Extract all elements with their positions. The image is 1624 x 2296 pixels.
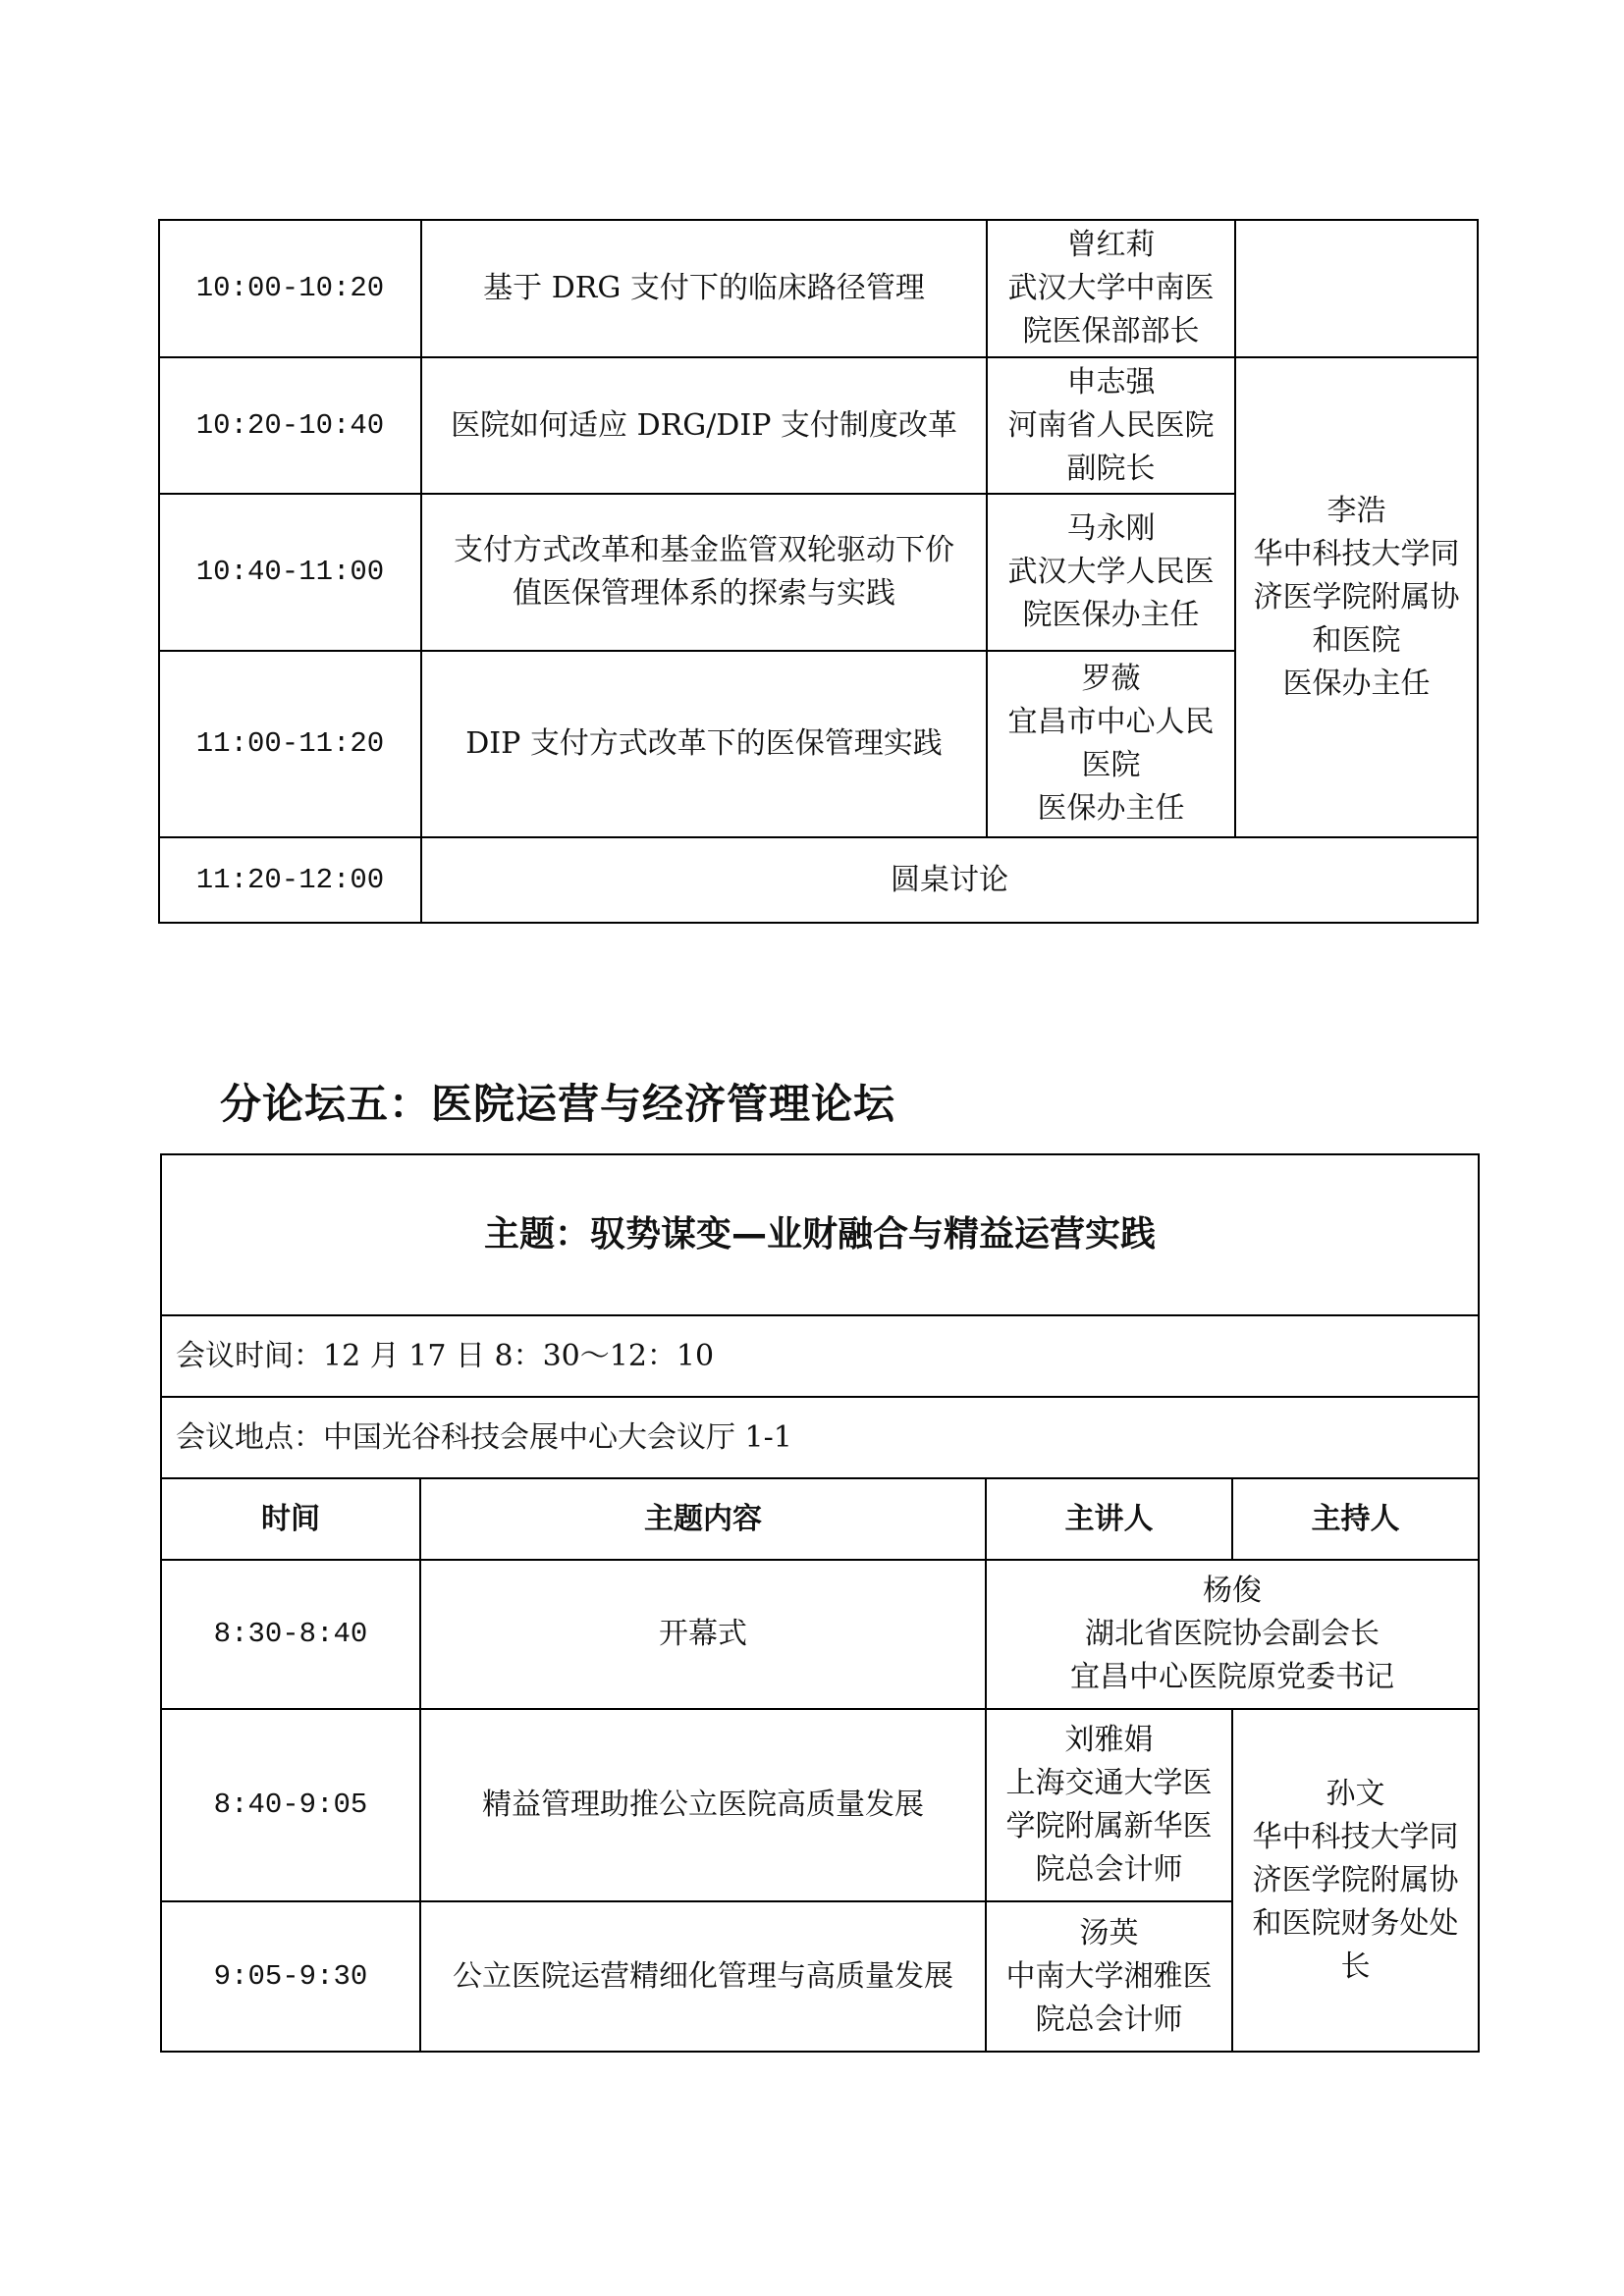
table-row bbox=[161, 1560, 1479, 1709]
topic-cell: 基于 DRG 支付下的临床路径管理 bbox=[421, 220, 987, 357]
table-row bbox=[159, 357, 1478, 494]
column-header-topic: 主题内容 bbox=[420, 1478, 986, 1560]
speaker-cell: 汤英 中南大学湘雅医 院总会计师 bbox=[986, 1901, 1232, 2052]
time-cell: 11:20-12:00 bbox=[159, 837, 421, 923]
topic-cell: 支付方式改革和基金监管双轮驱动下价 值医保管理体系的探索与实践 bbox=[421, 494, 987, 651]
speaker-cell: 刘雅娟 上海交通大学医 学院附属新华医 院总会计师 bbox=[986, 1709, 1232, 1901]
time-cell: 9:05-9:30 bbox=[161, 1901, 420, 2052]
table-row bbox=[159, 220, 1478, 357]
schedule-table-continued bbox=[158, 219, 1479, 924]
meeting-time: 会议时间：12 月 17 日 8：30～12：10 bbox=[161, 1315, 1479, 1397]
column-header-time: 时间 bbox=[161, 1478, 420, 1560]
speaker-cell: 罗薇 宜昌市中心人民 医院 医保办主任 bbox=[987, 651, 1235, 837]
topic-cell: 精益管理助推公立医院高质量发展 bbox=[420, 1709, 986, 1901]
time-cell: 10:20-10:40 bbox=[159, 357, 421, 494]
time-cell: 11:00-11:20 bbox=[159, 651, 421, 837]
roundtable-cell: 圆桌讨论 bbox=[421, 837, 1478, 923]
section-title: 分论坛五：医院运营与经济管理论坛 bbox=[220, 1080, 896, 1128]
meeting-place: 会议地点：中国光谷科技会展中心大会议厅 1-1 bbox=[161, 1397, 1479, 1478]
speaker-cell: 曾红莉 武汉大学中南医 院医保部部长 bbox=[987, 220, 1235, 357]
table-row bbox=[161, 1709, 1479, 1901]
time-cell: 10:00-10:20 bbox=[159, 220, 421, 357]
speaker-cell: 马永刚 武汉大学人民医 院医保办主任 bbox=[987, 494, 1235, 651]
host-cell: 孙文 华中科技大学同 济医学院附属协 和医院财务处处 长 bbox=[1232, 1709, 1479, 2052]
opening-person-cell: 杨俊 湖北省医院协会副会长 宜昌中心医院原党委书记 bbox=[986, 1560, 1479, 1709]
time-cell: 8:40-9:05 bbox=[161, 1709, 420, 1901]
forum-theme: 主题：驭势谋变—业财融合与精益运营实践 bbox=[161, 1154, 1479, 1315]
topic-cell: DIP 支付方式改革下的医保管理实践 bbox=[421, 651, 987, 837]
column-header-speaker: 主讲人 bbox=[986, 1478, 1232, 1560]
host-cell-empty bbox=[1235, 220, 1478, 357]
theme-row bbox=[161, 1154, 1479, 1315]
column-header-host: 主持人 bbox=[1232, 1478, 1479, 1560]
table-row bbox=[159, 837, 1478, 923]
topic-cell: 医院如何适应 DRG/DIP 支付制度改革 bbox=[421, 357, 987, 494]
speaker-cell: 申志强 河南省人民医院 副院长 bbox=[987, 357, 1235, 494]
host-cell: 李浩 华中科技大学同 济医学院附属协 和医院 医保办主任 bbox=[1235, 357, 1478, 837]
topic-cell: 公立医院运营精细化管理与高质量发展 bbox=[420, 1901, 986, 2052]
header-row bbox=[161, 1478, 1479, 1560]
schedule-table-forum-5 bbox=[160, 1153, 1480, 2053]
topic-cell: 开幕式 bbox=[420, 1560, 986, 1709]
time-cell: 10:40-11:00 bbox=[159, 494, 421, 651]
time-cell: 8:30-8:40 bbox=[161, 1560, 420, 1709]
info-row bbox=[161, 1315, 1479, 1397]
info-row bbox=[161, 1397, 1479, 1478]
